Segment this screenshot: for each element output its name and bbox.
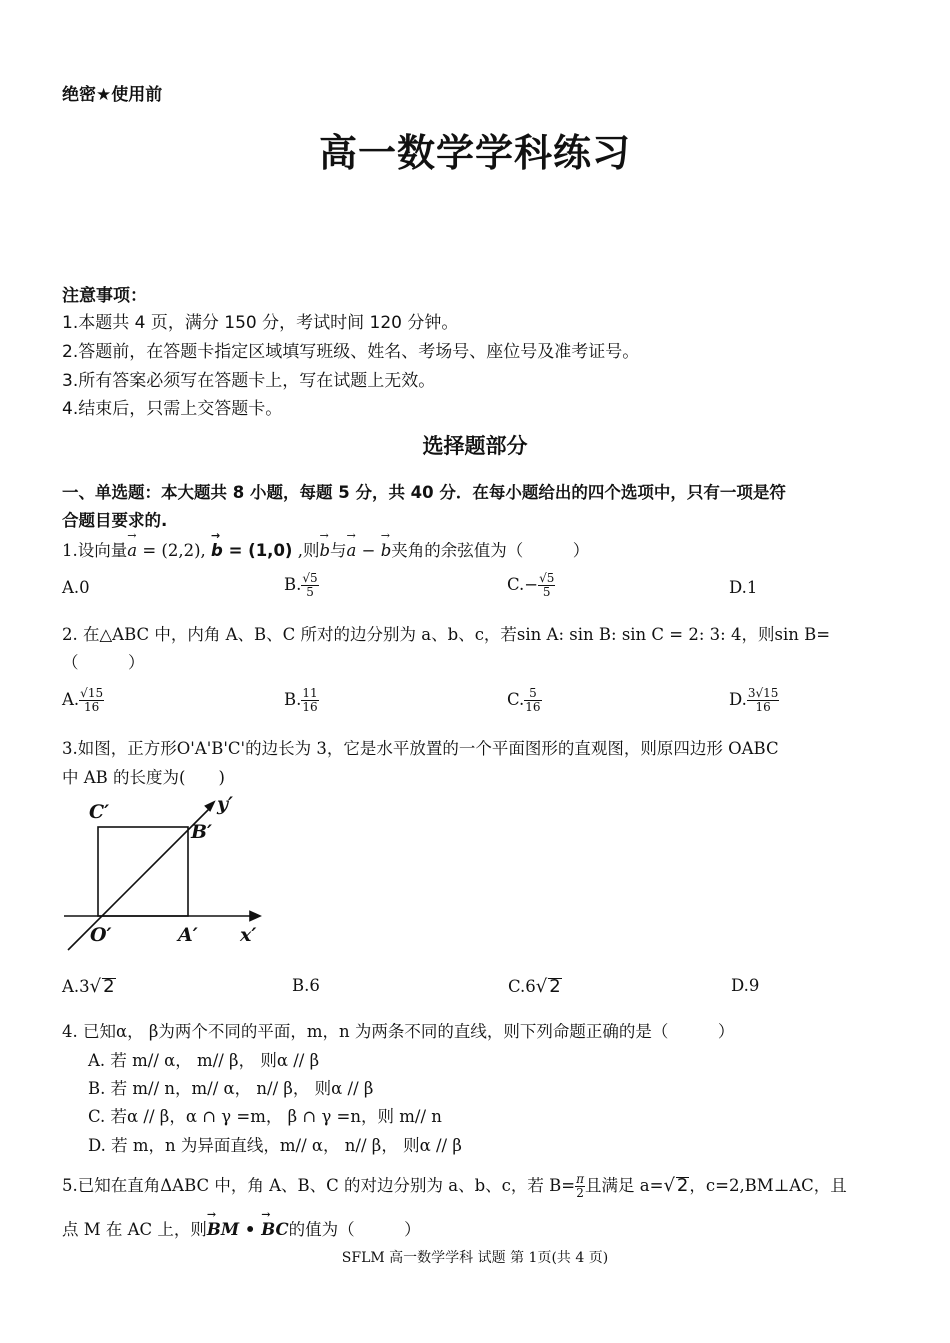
vector-a: → a (347, 541, 357, 560)
notice-item: 1.本题共 4 页，满分 150 分，考试时间 120 分钟。 (62, 313, 459, 333)
q1-minus: − (356, 541, 381, 560)
vector-b: → b (319, 541, 330, 560)
option-d: D. 若 m，n 为异面直线，m// α， n// β， 则α // β (88, 1136, 462, 1155)
notice-item: 4.结束后，只需上交答题卡。 (62, 399, 283, 419)
option-a: A. $\frac{√15}{16}$ (62, 686, 104, 714)
vector-a: → a (127, 541, 137, 560)
option-d: D.1 (729, 578, 758, 597)
option-b: B.6 (292, 976, 320, 995)
page-title: 高一数学学科练习 (318, 131, 631, 175)
question-2-stem: 2. 在△ABC 中，内角 A、B、C 所对的边分别为 a、b、c，若sin A: sin B: sin C = 2: 3: 4，则sin B= (62, 625, 831, 644)
option-c: C.6√ 2 (508, 976, 561, 997)
label-c: C′ (89, 801, 110, 823)
notice-item: 2.答题前，在答题卡指定区域填写班级、姓名、考场号、座位号及准考证号。 (62, 342, 640, 362)
question-1-stem (62, 537, 589, 561)
notice-heading: 注意事项： (62, 286, 147, 306)
option-c: C. $\frac{5}{16}$ (507, 686, 541, 714)
question-2-stem-cont: （ ） (62, 653, 145, 672)
option-b: B. 若 m// n，m// α， n// β， 则α // β (88, 1079, 374, 1098)
x-arrow-icon (250, 912, 260, 921)
question-5-stem: 5.已知在直角ΔABC 中，角 A、B、C 的对边分别为 a、b、c，若 B= $\frac{\pi}{2}$ 且满足 a=√ 2，c=2,BM⊥AC，且 (62, 1172, 847, 1200)
option-a: A.0 (62, 578, 90, 597)
square (98, 827, 188, 916)
q1-a-value: = (2,2), (137, 541, 206, 560)
q1-prefix: 1.设向量 (62, 541, 128, 560)
option-a: A. 若 m// α， m// β， 则α // β (88, 1051, 320, 1070)
option-c: C. 若α // β，α ∩ γ =m， β ∩ γ =n，则 m// n (88, 1107, 442, 1126)
option-c: C.− $\frac{√5}{5}$ (507, 571, 555, 599)
option-d: D. $\frac{3√15}{16}$ (729, 686, 779, 714)
option-d: D.9 (731, 976, 760, 995)
square-figure (62, 790, 272, 955)
label-x: x′ (240, 924, 257, 946)
page-footer: SFLM 高一数学学科 试题 第 1页(共 4 页) (341, 1250, 609, 1266)
vector-b: → b (211, 541, 223, 560)
label-y: y′ (217, 793, 234, 815)
vector-bm: → BM (207, 1220, 239, 1239)
label-a: A′ (178, 924, 198, 946)
notice-item: 3.所有答案必须写在答题卡上，写在试题上无效。 (62, 371, 436, 391)
option-b: B. $\frac{11}{16}$ (284, 686, 318, 714)
question-4-stem: 4. 已知α， β为两个不同的平面，m，n 为两条不同的直线，则下列命题正确的是（ ） (62, 1022, 735, 1041)
label-b: B′ (191, 821, 213, 843)
vector-bc: → BC (261, 1220, 288, 1239)
option-a: A.3√ 2 (62, 976, 115, 997)
section-intro: 一、单选题：本大题共 8 小题，每题 5 分，共 40 分．在每小题给出的四个选项中，只有一项是符 (62, 483, 786, 502)
question-3-stem: 3.如图，正方形O'A'B'C'的边长为 3，它是水平放置的一个平面图形的直观图，则原四边形 OABC (62, 739, 779, 758)
secret-label: 绝密★使用前 (62, 85, 163, 105)
y-arrow-icon (206, 802, 215, 811)
q1-b-value: = (1,0) (222, 541, 293, 560)
q1-yu: 与 (330, 541, 347, 560)
option-b: B. $\frac{√5}{5}$ (284, 571, 318, 599)
vector-b: → b (381, 541, 392, 560)
q1-mid: ,则 (292, 541, 320, 560)
question-3-stem-cont: 中 AB 的长度为( ) (62, 768, 225, 787)
question-5-stem-cont: 点 M 在 AC 上，则→ BM • → BC的值为（ ） (62, 1216, 421, 1240)
section-title: 选择题部分 (422, 434, 528, 458)
q1-suffix: 夹角的余弦值为（ ） (391, 541, 590, 560)
section-intro: 合题目要求的. (62, 511, 168, 530)
label-o: O′ (90, 924, 112, 946)
